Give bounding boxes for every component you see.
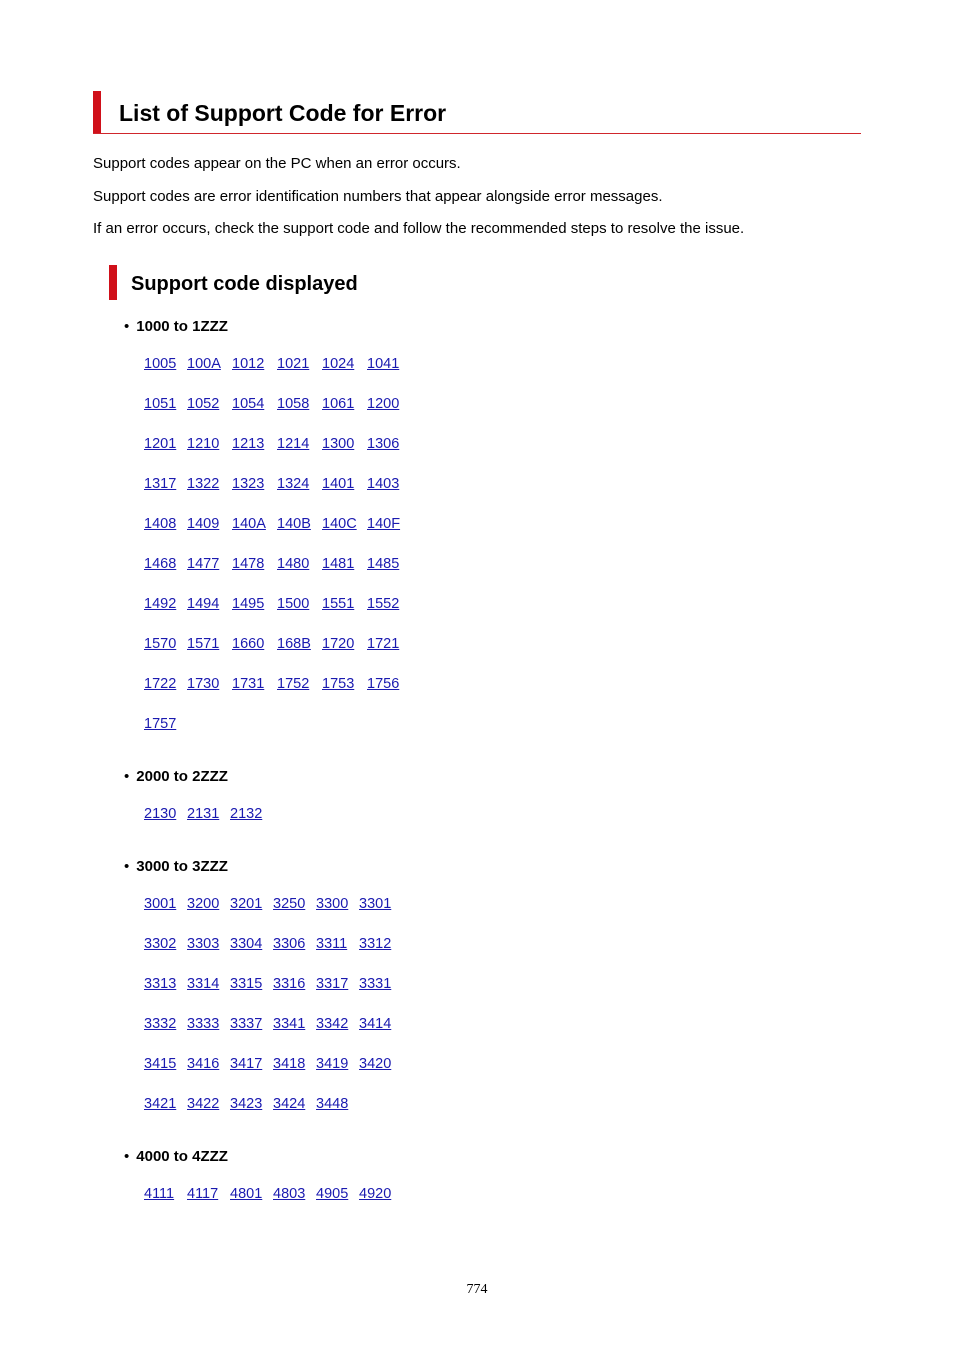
support-code-link[interactable]: 3300 xyxy=(316,896,349,912)
support-code-link[interactable]: 1477 xyxy=(187,556,220,572)
support-code-link[interactable]: 1051 xyxy=(144,396,177,412)
code-row xyxy=(144,975,402,1015)
support-code-link[interactable]: 3250 xyxy=(273,896,306,912)
support-code-link[interactable]: 1306 xyxy=(367,436,400,452)
support-code-link[interactable]: 4920 xyxy=(359,1186,392,1202)
support-code-link[interactable]: 3317 xyxy=(316,976,349,992)
support-code-link[interactable]: 1403 xyxy=(367,476,400,492)
support-code-link[interactable]: 1480 xyxy=(277,556,310,572)
code-row xyxy=(144,595,412,635)
support-code-link[interactable]: 1052 xyxy=(187,396,220,412)
code-grid xyxy=(144,1185,402,1225)
group-label: 4000 to 4ZZZ xyxy=(136,1148,228,1165)
support-code-link[interactable]: 1731 xyxy=(232,676,265,692)
intro-paragraph: Support codes appear on the PC when an error occurs. xyxy=(93,155,461,172)
section-heading: Support code displayed xyxy=(131,273,358,295)
support-code-link[interactable]: 3312 xyxy=(359,936,392,952)
support-code-link[interactable]: 1322 xyxy=(187,476,220,492)
code-row xyxy=(144,475,412,515)
title-accent-bar xyxy=(93,91,101,133)
bullet-icon: • xyxy=(124,858,130,875)
support-code-link[interactable]: 1005 xyxy=(144,356,177,372)
code-grid xyxy=(144,895,402,1135)
support-code-link[interactable]: 1200 xyxy=(367,396,400,412)
code-row xyxy=(144,895,402,935)
support-code-link[interactable]: 1041 xyxy=(367,356,400,372)
support-code-link[interactable]: 3301 xyxy=(359,896,392,912)
support-code-link[interactable]: 1720 xyxy=(322,636,355,652)
support-code-link[interactable]: 3201 xyxy=(230,896,263,912)
bullet-icon: • xyxy=(124,1148,130,1165)
support-code-link[interactable]: 3331 xyxy=(359,976,392,992)
code-row xyxy=(144,435,412,475)
support-code-link[interactable]: 3416 xyxy=(187,1056,220,1072)
support-code-link[interactable]: 1213 xyxy=(232,436,265,452)
support-code-link[interactable]: 1324 xyxy=(277,476,310,492)
code-row xyxy=(144,935,402,975)
code-row xyxy=(144,805,273,845)
support-code-link[interactable]: 3420 xyxy=(359,1056,392,1072)
support-code-link[interactable]: 1214 xyxy=(277,436,310,452)
support-code-link[interactable]: 1721 xyxy=(367,636,400,652)
support-code-link[interactable]: 1409 xyxy=(187,516,220,532)
code-row xyxy=(144,635,412,675)
page-title: List of Support Code for Error xyxy=(119,100,447,126)
support-code-link[interactable]: 3313 xyxy=(144,976,177,992)
support-code-link[interactable]: 1201 xyxy=(144,436,177,452)
support-code-link[interactable]: 3415 xyxy=(144,1056,177,1072)
support-code-link[interactable]: 3423 xyxy=(230,1096,263,1112)
support-code-link[interactable]: 3333 xyxy=(187,1016,220,1032)
code-row xyxy=(144,1095,402,1135)
support-code-link[interactable]: 3337 xyxy=(230,1016,263,1032)
support-code-link[interactable]: 1485 xyxy=(367,556,400,572)
group-heading xyxy=(124,768,228,786)
code-row xyxy=(144,395,412,435)
support-code-link[interactable]: 1408 xyxy=(144,516,177,532)
code-row xyxy=(144,355,412,395)
code-row xyxy=(144,555,412,595)
support-code-link[interactable]: 2131 xyxy=(187,806,220,822)
support-code-link[interactable]: 3311 xyxy=(316,936,348,952)
support-code-link[interactable]: 1500 xyxy=(277,596,310,612)
support-code-link[interactable]: 1571 xyxy=(187,636,220,652)
bullet-icon: • xyxy=(124,318,130,335)
support-code-link[interactable]: 1012 xyxy=(232,356,265,372)
support-code-link[interactable]: 3419 xyxy=(316,1056,349,1072)
support-code-link[interactable]: 1757 xyxy=(144,716,177,732)
support-code-link[interactable]: 3200 xyxy=(187,896,220,912)
support-code-link[interactable]: 1551 xyxy=(322,596,355,612)
support-code-link[interactable]: 1752 xyxy=(277,676,310,692)
support-code-link[interactable]: 1061 xyxy=(322,396,355,412)
support-code-link[interactable]: 1323 xyxy=(232,476,265,492)
support-code-link[interactable]: 3417 xyxy=(230,1056,263,1072)
support-code-link[interactable]: 1058 xyxy=(277,396,310,412)
code-row xyxy=(144,715,412,755)
support-code-link[interactable]: 1481 xyxy=(322,556,355,572)
support-code-link[interactable]: 3001 xyxy=(144,896,177,912)
support-code-link[interactable]: 1210 xyxy=(187,436,220,452)
page-title-block xyxy=(93,91,861,134)
group-heading xyxy=(124,1148,228,1166)
code-row xyxy=(144,1015,402,1055)
bullet-icon: • xyxy=(124,768,130,785)
code-row xyxy=(144,675,412,715)
support-code-link[interactable]: 3418 xyxy=(273,1056,306,1072)
support-code-link[interactable]: 1494 xyxy=(187,596,220,612)
support-code-link[interactable]: 3304 xyxy=(230,936,263,952)
support-code-link[interactable]: 1730 xyxy=(187,676,220,692)
support-code-link[interactable]: 1024 xyxy=(322,356,355,372)
page-number: 774 xyxy=(466,1282,488,1297)
support-code-link[interactable]: 1756 xyxy=(367,676,400,692)
support-code-link[interactable]: 140C xyxy=(322,516,357,532)
code-row xyxy=(144,1185,402,1225)
group-heading xyxy=(124,318,228,336)
support-code-link[interactable]: 1317 xyxy=(144,476,177,492)
support-code-link[interactable]: 3341 xyxy=(273,1016,306,1032)
support-code-link[interactable]: 3315 xyxy=(230,976,263,992)
support-code-link[interactable]: 3421 xyxy=(144,1096,177,1112)
support-code-link[interactable]: 1570 xyxy=(144,636,177,652)
code-row xyxy=(144,1055,402,1095)
support-code-link[interactable]: 3448 xyxy=(316,1096,349,1112)
support-code-link[interactable]: 1300 xyxy=(322,436,355,452)
support-code-link[interactable]: 3306 xyxy=(273,936,306,952)
support-code-link[interactable]: 1722 xyxy=(144,676,177,692)
intro-paragraph: If an error occurs, check the support code and follow the recommended steps to resolve the issue. xyxy=(93,220,745,237)
support-code-link[interactable]: 168B xyxy=(277,636,311,652)
support-code-link[interactable]: 1753 xyxy=(322,676,355,692)
support-code-link[interactable]: 1660 xyxy=(232,636,265,652)
code-grid xyxy=(144,805,273,845)
support-code-link[interactable]: 140F xyxy=(367,516,401,532)
support-code-link[interactable]: 4905 xyxy=(316,1186,349,1202)
support-code-link[interactable]: 1054 xyxy=(232,396,265,412)
support-code-link[interactable]: 1552 xyxy=(367,596,400,612)
support-code-link[interactable]: 3316 xyxy=(273,976,306,992)
support-code-link[interactable]: 1492 xyxy=(144,596,177,612)
support-code-link[interactable]: 1021 xyxy=(277,356,310,372)
section-accent-bar xyxy=(109,265,117,300)
group-label: 3000 to 3ZZZ xyxy=(136,858,228,875)
intro-paragraph: Support codes are error identification numbers that appear alongside error messages. xyxy=(93,188,663,205)
support-code-link[interactable]: 2132 xyxy=(230,806,263,822)
support-code-link[interactable]: 100A xyxy=(187,356,221,372)
support-code-link[interactable]: 4803 xyxy=(273,1186,306,1202)
support-code-link[interactable]: 3422 xyxy=(187,1096,220,1112)
support-code-link[interactable]: 4801 xyxy=(230,1186,263,1202)
support-code-link[interactable]: 3414 xyxy=(359,1016,392,1032)
support-code-link[interactable]: 3332 xyxy=(144,1016,177,1032)
group-label: 2000 to 2ZZZ xyxy=(136,768,228,785)
support-code-link[interactable]: 3303 xyxy=(187,936,220,952)
code-grid xyxy=(144,355,412,755)
support-code-link[interactable]: 140B xyxy=(277,516,311,532)
support-code-link[interactable]: 1478 xyxy=(232,556,265,572)
group-label: 1000 to 1ZZZ xyxy=(136,318,228,335)
support-code-link[interactable]: 3302 xyxy=(144,936,177,952)
support-code-link[interactable]: 1495 xyxy=(232,596,265,612)
support-code-link[interactable]: 3342 xyxy=(316,1016,349,1032)
support-code-link[interactable]: 4111 xyxy=(144,1186,175,1202)
code-row xyxy=(144,515,412,555)
support-code-link[interactable]: 4117 xyxy=(187,1186,219,1202)
support-code-link[interactable]: 140A xyxy=(232,516,266,532)
group-heading xyxy=(124,858,228,876)
support-code-link[interactable]: 1401 xyxy=(322,476,355,492)
support-code-link[interactable]: 1468 xyxy=(144,556,177,572)
support-code-link[interactable]: 3424 xyxy=(273,1096,306,1112)
support-code-link[interactable]: 3314 xyxy=(187,976,220,992)
support-code-link[interactable]: 2130 xyxy=(144,806,177,822)
